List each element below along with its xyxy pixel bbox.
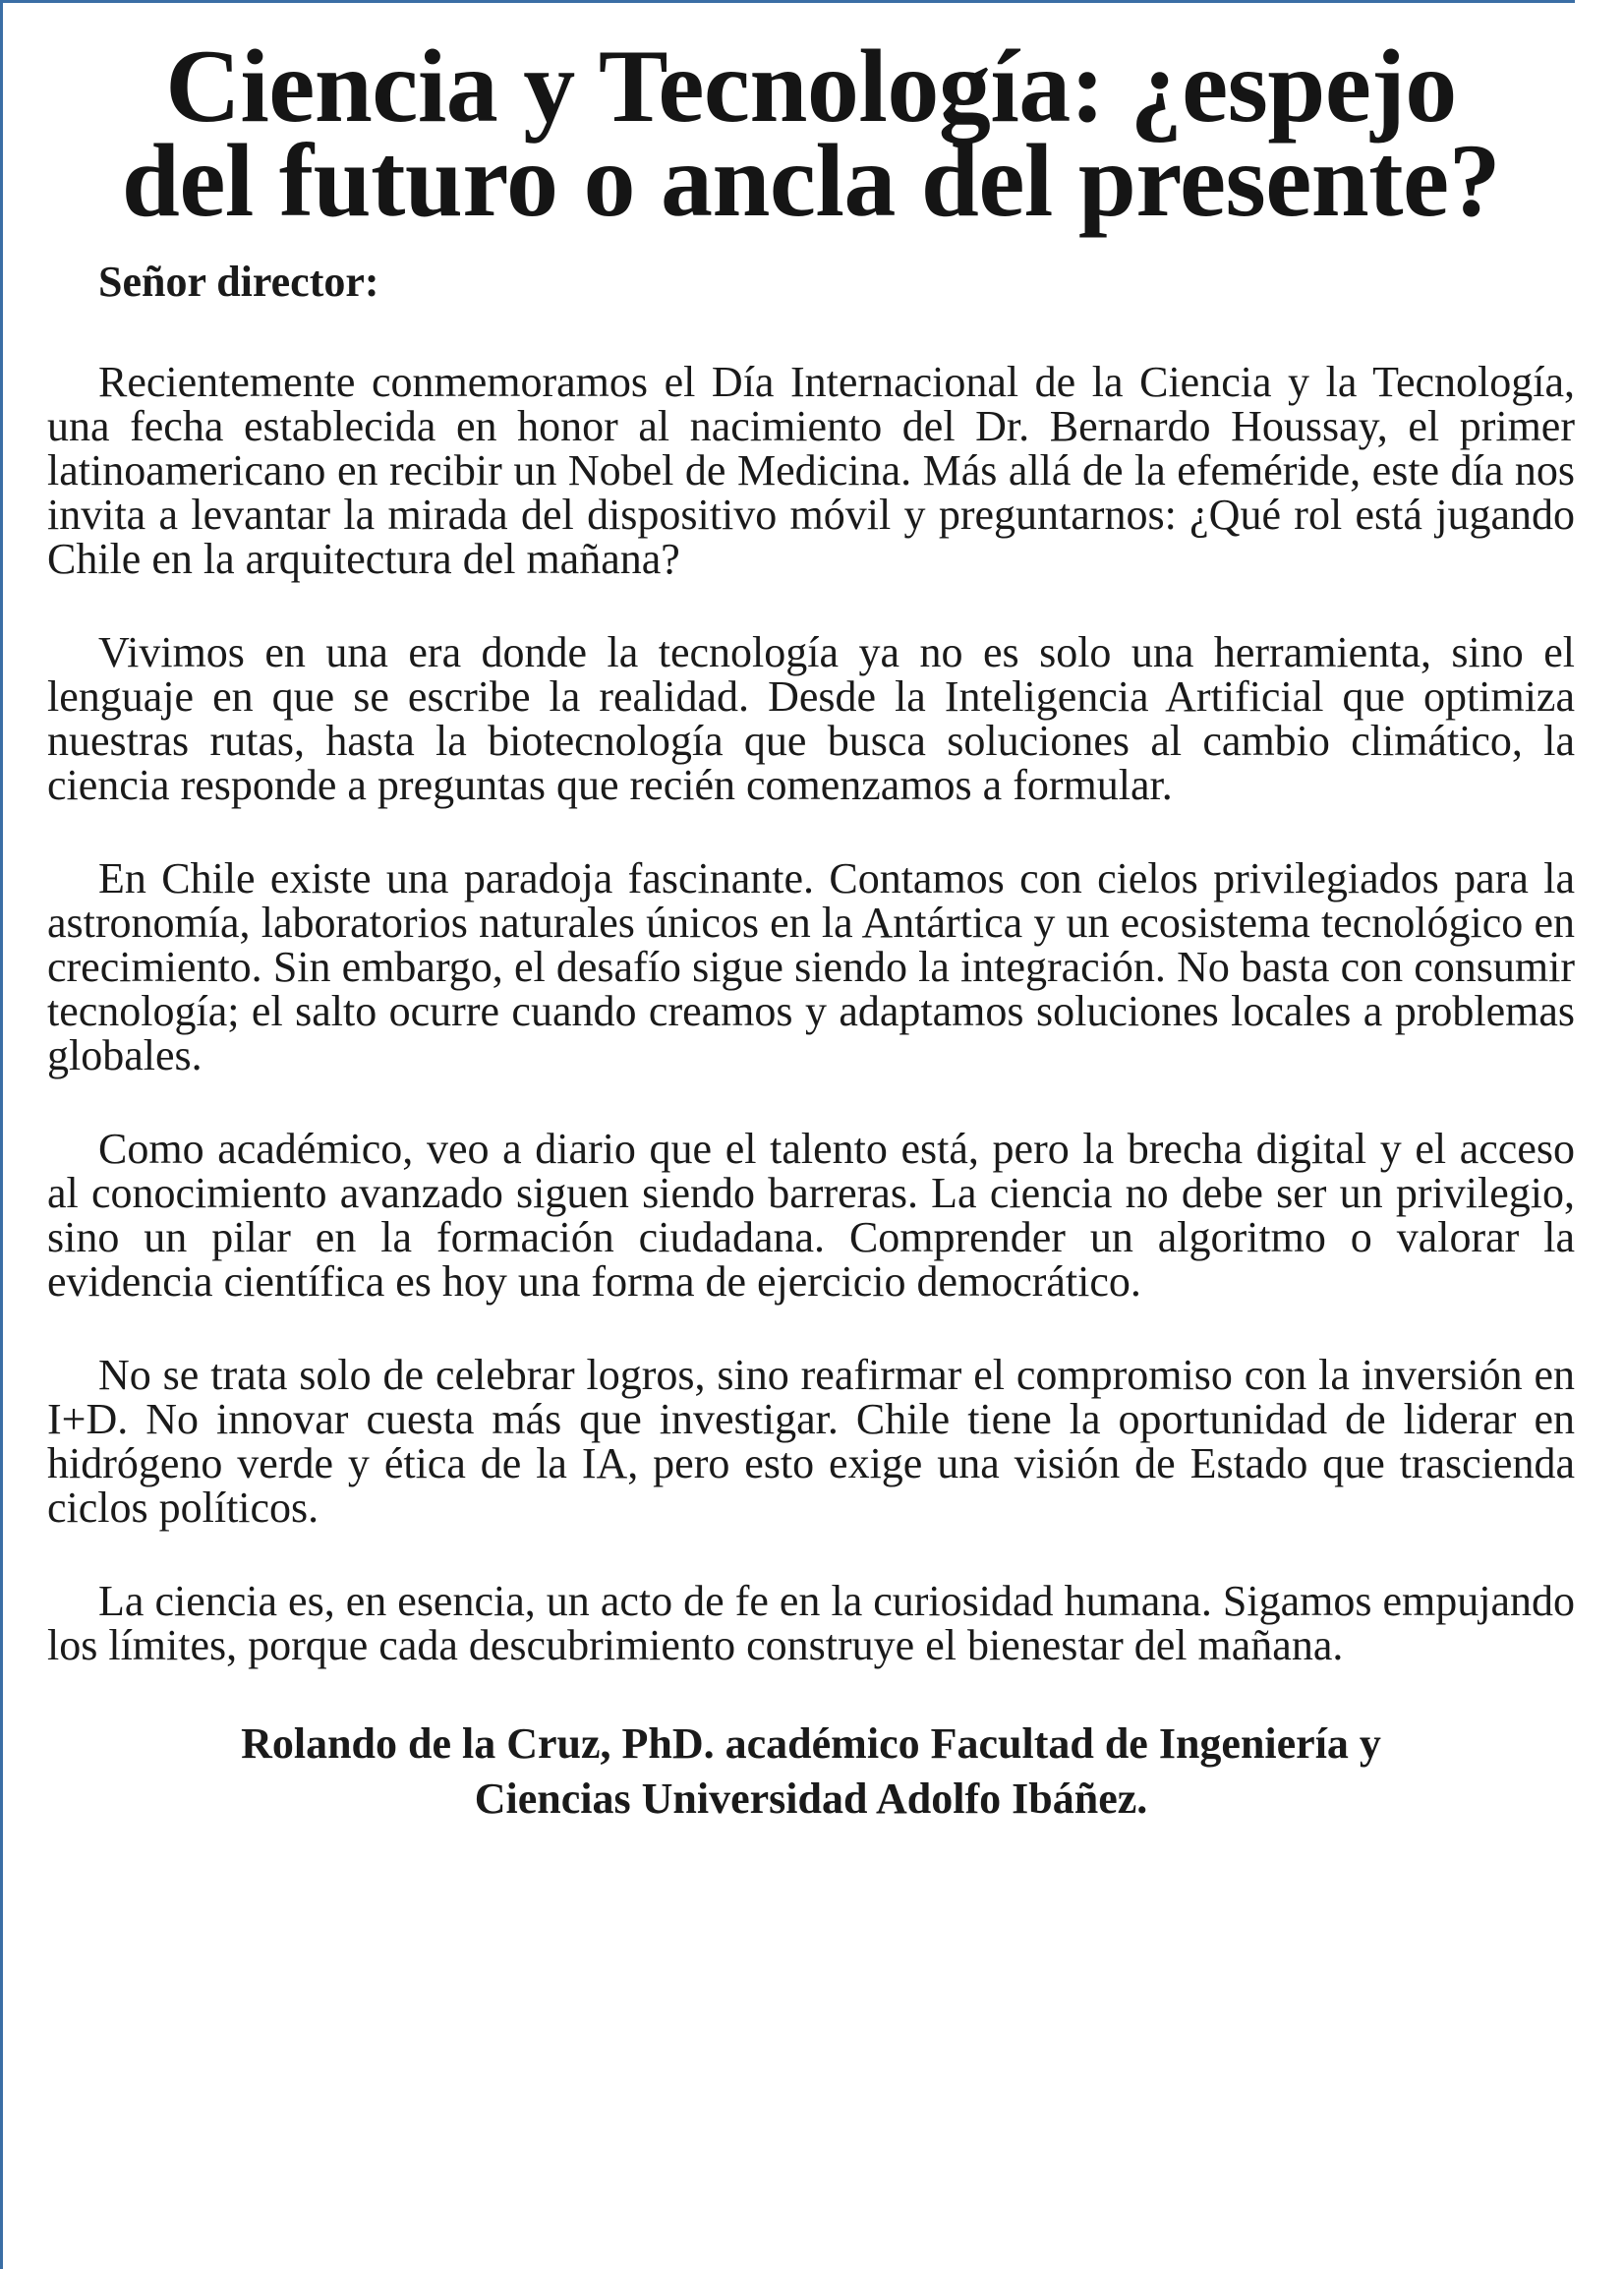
- signature: [47, 1716, 1575, 1827]
- paragraph-3: En Chile existe una paradoja fascinante. Contamos con cielos privilegiados para la astronomía, laboratorios naturales únicos en la Antártica y un ecosistema tecnológico en crecimiento. Sin embargo, el desafío sigue siendo la integración. No basta con consumir tecnología; el salto ocurre cuando creamos y adaptamos soluciones locales a problemas globales.: [47, 854, 1575, 1079]
- left-border-rule: [0, 0, 3, 2269]
- headline-line-2: del futuro o ancla del presente?: [121, 123, 1501, 238]
- letter-article: [47, 29, 1575, 1827]
- paragraph-5: No se trata solo de celebrar logros, sino reafirmar el compromiso con la inversión en I+D. No innovar cuesta más que investigar. Chile tiene la oportunidad de liderar en hidrógeno verde y ética de la IA, pero esto exige una visión de Estado que trascienda ciclos políticos.: [47, 1351, 1575, 1532]
- headline-line-1: Ciencia y Tecnología: ¿espejo: [165, 29, 1457, 144]
- signature-line-1: Rolando de la Cruz, PhD. académico Facultad de Ingeniería y: [241, 1719, 1381, 1768]
- paragraph-2: Vivimos en una era donde la tecnología ya no es solo una herramienta, sino el lenguaje en que se escribe la realidad. Desde la Inteligencia Artificial que optimiza nuestras rutas, hasta la biotecnología que busca soluciones al cambio climático, la ciencia responde a preguntas que recién comenzamos a formular.: [47, 628, 1575, 809]
- paragraph-4: Como académico, veo a diario que el talento está, pero la brecha digital y el acceso al conocimiento avanzado siguen siendo barreras. La ciencia no debe ser un privilegio, sino un pilar en la formación ciudadana. Comprender un algoritmo o valorar la evidencia científica es hoy una forma de ejercicio democrático.: [47, 1125, 1575, 1306]
- paragraph-1: Recientemente conmemoramos el Día Internacional de la Ciencia y la Tecnología, una fecha establecida en honor al nacimiento del Dr. Bernardo Houssay, el primer latinoamericano en recibir un Nobel de Medicina. Más allá de la efeméride, este día nos invita a levantar la mirada del dispositivo móvil y preguntarnos: ¿Qué rol está jugando Chile en la arquitectura del mañana?: [47, 358, 1575, 583]
- paragraph-6: La ciencia es, en esencia, un acto de fe en la curiosidad humana. Sigamos empujando los límites, porque cada descubrimiento construye el bienestar del mañana.: [47, 1577, 1575, 1669]
- top-border-rule: [0, 0, 1575, 3]
- headline: [47, 29, 1575, 238]
- signature-line-2: Ciencias Universidad Adolfo Ibáñez.: [474, 1774, 1148, 1823]
- salutation: Señor director:: [98, 258, 379, 306]
- letter-body: [47, 360, 1575, 1667]
